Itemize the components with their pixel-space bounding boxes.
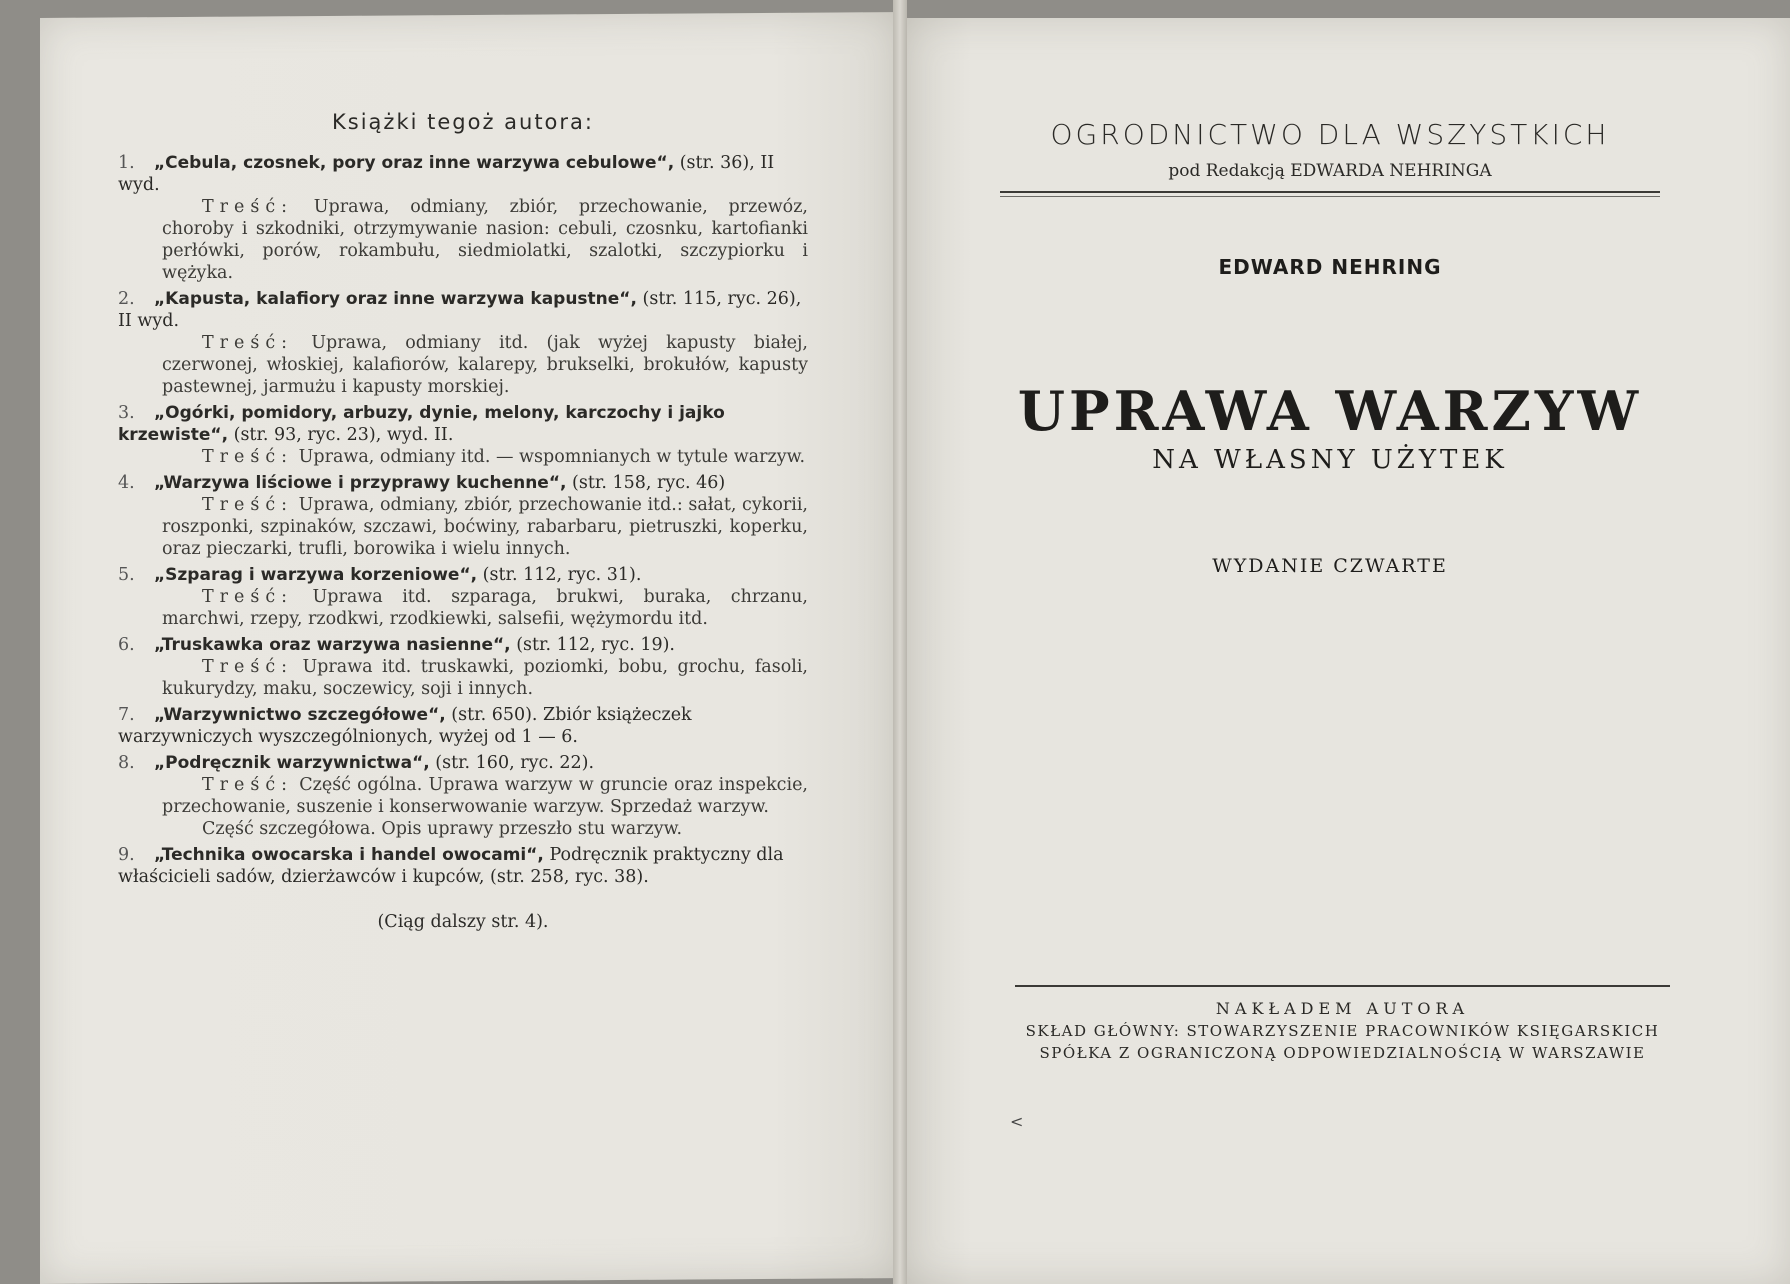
book-entry	[118, 844, 808, 888]
series-editor: pod Redakcją EDWARDA NEHRINGA	[1168, 161, 1492, 181]
entry-description	[118, 446, 808, 468]
entry-description-extra: Część szczegółowa. Opis uprawy przeszło stu warzyw.	[202, 819, 683, 839]
entry-number: 6.	[118, 635, 135, 655]
entry-number: 3.	[118, 403, 135, 423]
entry-description-text: Uprawa itd. truskawki, poziomki, bobu, grochu, fasoli, kukurydzy, maku, soczewicy, soji i innych.	[162, 657, 808, 699]
entry-details: (str. 650). Zbiór książeczek warzywniczych wyszczególnionych, wyżej od 1 — 6.	[118, 705, 692, 747]
entry-title: „Warzywa liściowe i przyprawy kuchenne“,	[154, 473, 567, 493]
entry-number: 1.	[118, 153, 135, 173]
book-entry	[118, 402, 808, 468]
publisher-line-3: SPÓŁKA Z OGRANICZONĄ ODPOWIEDZIALNOŚCIĄ W WARSZAWIE	[1039, 1044, 1646, 1062]
entry-description-text: Uprawa, odmiany, zbiór, przechowanie, przewóz, choroby i szkodniki, otrzymywanie nasion: cebuli, czosnku, kartofianki perłówki, porów, rokambułu, siedmiolatki, szalotki, szczypiorku i wężyka.	[162, 197, 808, 283]
entry-description-text: Uprawa itd. szparaga, brukwi, buraka, chrzanu, marchwi, rzepy, rzodkwi, rzodkiewki, salsefii, wężymordu itd.	[162, 587, 808, 629]
entry-description-text: Uprawa, odmiany, zbiór, przechowanie itd.: sałat, cykorii, roszponki, szpinaków, szczawi, boćwiny, rabarbaru, pietruszki, koperku, oraz pieczarki, trufli, borowika i wielu innych.	[162, 495, 808, 559]
entry-description-text: Uprawa, odmiany itd. — wspomnianych w tytule warzyw.	[293, 447, 806, 467]
entry-description-text: Część ogólna. Uprawa warzyw w gruncie oraz inspekcie, przechowanie, suszenie i konserwowanie warzyw. Sprzedaż warzyw.	[162, 775, 808, 817]
book-entry	[118, 634, 808, 700]
series-title: OGRODNICTWO DLA WSZYSTKICH	[1050, 118, 1610, 151]
books-list	[118, 110, 808, 932]
book-entry	[118, 752, 808, 840]
entry-details: (str. 36), II wyd.	[118, 153, 775, 195]
title-page	[1000, 118, 1660, 577]
header-rule-thin	[1000, 196, 1660, 197]
header-rule	[1000, 191, 1660, 193]
entry-number: 2.	[118, 289, 135, 309]
edition-note: WYDANIE CZWARTE	[1212, 555, 1448, 577]
publisher-rule	[1015, 985, 1670, 987]
entry-description-label: Treść:	[202, 657, 294, 677]
entry-title: „Szparag i warzywa korzeniowe“,	[154, 565, 478, 585]
entries-container	[118, 152, 808, 888]
entry-title: „Podręcznik warzywnictwa“,	[154, 753, 430, 773]
entry-description-label: Treść:	[202, 495, 294, 515]
book-entry	[118, 152, 808, 284]
author-name: EDWARD NEHRING	[1218, 255, 1442, 279]
continuation-note: (Ciąg dalszy str. 4).	[377, 912, 549, 932]
publisher-line-1: NAKŁADEM AUTORA	[1215, 999, 1470, 1018]
entry-details: (str. 115, ryc. 26), II wyd.	[118, 289, 802, 331]
corner-mark: <	[1010, 1112, 1024, 1131]
entry-details: (str. 112, ryc. 19).	[510, 635, 675, 655]
entry-description	[118, 332, 808, 398]
entry-number: 5.	[118, 565, 135, 585]
entry-number: 8.	[118, 753, 135, 773]
entry-title: „Ogórki, pomidory, arbuzy, dynie, melony, karczochy i jajko krzewiste“,	[118, 403, 725, 445]
entry-title: „Technika owocarska i handel owocami“,	[154, 845, 544, 865]
book-entry	[118, 704, 808, 748]
entry-description-label: Treść:	[202, 333, 294, 353]
book-entry	[118, 472, 808, 560]
entry-details: (str. 160, ryc. 22).	[429, 753, 595, 773]
entry-title: „Warzywnictwo szczegółowe“,	[154, 705, 446, 725]
entry-description-label: Treść:	[202, 775, 294, 795]
entry-title: „Kapusta, kalafiory oraz inne warzywa kapustne“,	[154, 289, 637, 309]
entry-title: „Cebula, czosnek, pory oraz inne warzywa cebulowe“,	[154, 153, 675, 173]
entry-description	[118, 494, 808, 560]
entry-description-label: Treść:	[202, 447, 294, 467]
book-entry	[118, 564, 808, 630]
entry-title: „Truskawka oraz warzywa nasienne“,	[154, 635, 511, 655]
book-spine	[893, 0, 907, 1284]
entry-number: 9.	[118, 845, 135, 865]
entry-number: 4.	[118, 473, 135, 493]
entry-description	[118, 196, 808, 284]
publisher-block	[1015, 985, 1670, 1062]
entry-description	[118, 586, 808, 630]
entry-details: (str. 158, ryc. 46)	[566, 473, 726, 493]
entry-number: 7.	[118, 705, 135, 725]
entry-description	[118, 774, 808, 818]
book-title: UPRAWA WARZYW	[1017, 379, 1643, 443]
entry-description	[118, 656, 808, 700]
entry-description-label: Treść:	[202, 197, 294, 217]
entry-details: (str. 93, ryc. 23), wyd. II.	[228, 425, 454, 445]
entry-description-label: Treść:	[202, 587, 294, 607]
book-entry	[118, 288, 808, 398]
entry-details: Podręcznik praktyczny dla właścicieli sadów, dzierżawców i kupców, (str. 258, ryc. 38).	[118, 845, 784, 887]
entry-details: (str. 112, ryc. 31).	[477, 565, 642, 585]
publisher-line-2: SKŁAD GŁÓWNY: STOWARZYSZENIE PRACOWNIKÓW KSIĘGARSKICH	[1025, 1022, 1660, 1040]
entry-description-text: Uprawa, odmiany itd. (jak wyżej kapusty białej, czerwonej, włoskiej, kalafiorów, kalarepy, brukselki, brokułów, kapusty pastewnej, jarmużu i kapusty morskiej.	[162, 333, 808, 397]
books-list-title: Książki tegoż autora:	[332, 110, 594, 134]
book-subtitle: NA WŁASNY UŻYTEK	[1152, 445, 1508, 475]
